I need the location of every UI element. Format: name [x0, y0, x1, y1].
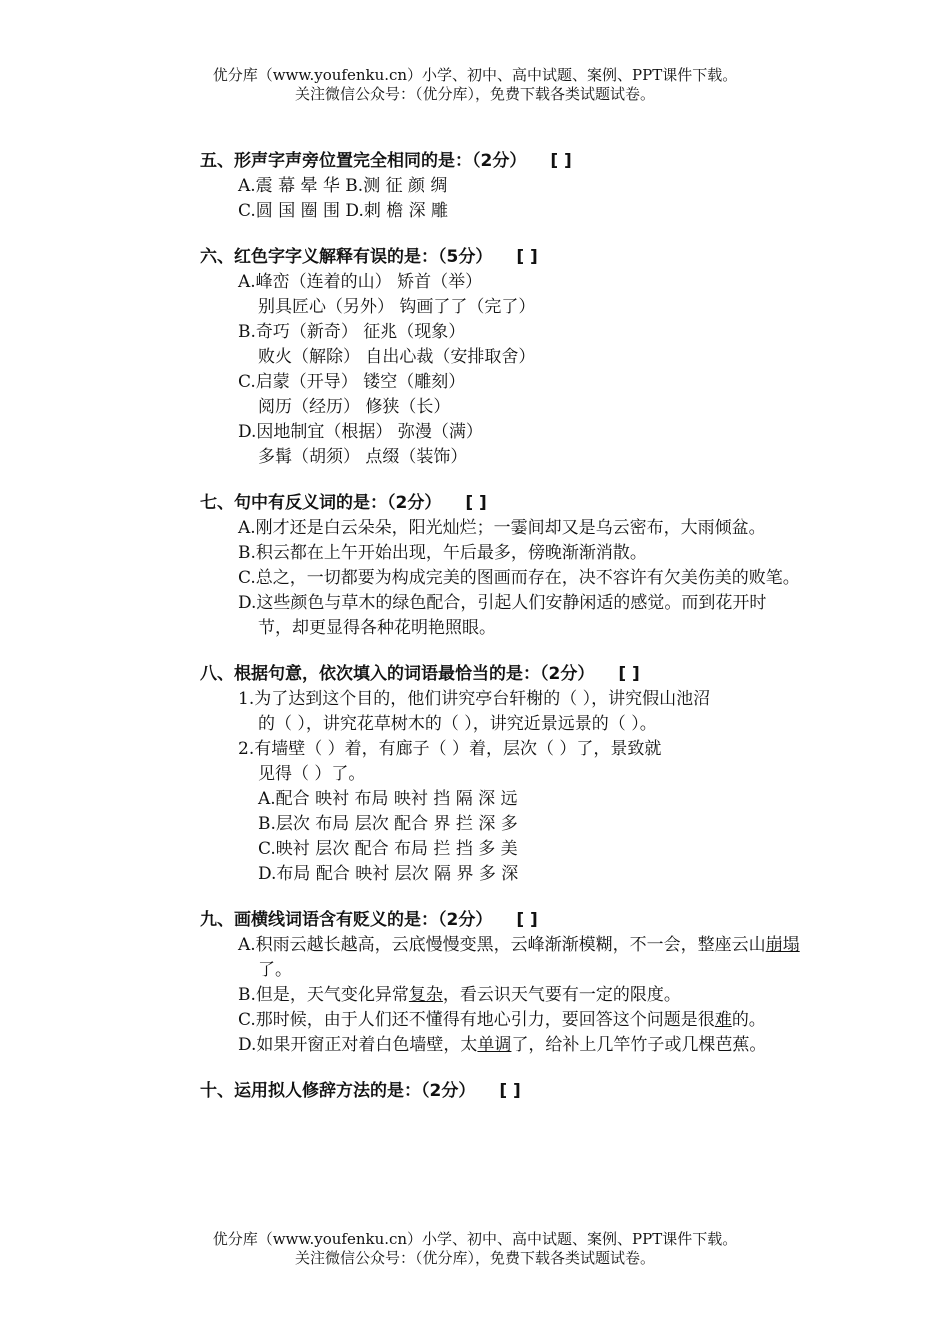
question-title: 五、形声字声旁位置完全相同的是：（2分） [ ] [200, 151, 572, 171]
page-header [0, 66, 950, 104]
question-6 [200, 244, 800, 470]
option-line: 阅历（经历） 修狭（长） [258, 397, 451, 417]
option-line: A.峰峦（连着的山） 矫首（举） [238, 272, 483, 292]
option-d: D.如果开窗正对着白色墙壁，太单调了，给补上几竿竹子或几棵芭蕉。 [238, 1035, 767, 1055]
option-c: C.总之，一切都要为构成完美的图画而存在，决不容许有欠美伤美的败笔。 [238, 568, 800, 588]
header-line-1: 优分库（www.youfenku.cn）小学、初中、高中试题、案例、PPT课件下载。 [212, 66, 738, 84]
question-7 [200, 490, 800, 641]
exam-content [200, 148, 800, 1124]
question-title: 七、句中有反义词的是：（2分） [ ] [200, 493, 487, 513]
sentence-1-cont: 的（ ），讲究花草树木的（ ），讲究近景远景的（ ）。 [258, 714, 657, 734]
option-line: C.映衬 层次 配合 布局 拦 挡 多 美 [258, 839, 518, 859]
option-line: B.层次 布局 层次 配合 界 拦 深 多 [258, 814, 518, 834]
option-line: D.因地制宜（根据） 弥漫（满） [238, 422, 483, 442]
option-a: A.刚才还是白云朵朵，阳光灿烂；一霎间却又是乌云密布，大雨倾盆。 [238, 518, 766, 538]
underlined-word: 复杂 [408, 985, 443, 1005]
option-line: A.配合 映衬 布局 映衬 挡 隔 深 远 [258, 789, 518, 809]
question-9 [200, 907, 800, 1058]
page-footer [0, 1230, 950, 1268]
answer-bracket: [ ] [618, 664, 640, 684]
option-c: C.那时候，由于人们还不懂得有地心引力，要回答这个问题是很难的。 [238, 1010, 766, 1030]
option-b: B.积云都在上午开始出现，午后最多，傍晚渐渐消散。 [238, 543, 647, 563]
question-title: 九、画横线词语含有贬义的是：（2分） [ ] [200, 910, 538, 930]
option-line: B.奇巧（新奇） 征兆（现象） [238, 322, 466, 342]
sentence-2: 2.有墙壁（ ）着，有廊子（ ）着，层次（ ）了，景致就 [238, 739, 662, 759]
question-title: 八、根据句意，依次填入的词语最恰当的是：（2分） [ ] [200, 664, 640, 684]
answer-bracket: [ ] [550, 151, 572, 171]
answer-bracket: [ ] [465, 493, 487, 513]
option-d: D.这些颜色与草木的绿色配合，引起人们安静闲适的感觉。而到花开时节，却更显得各种花明艳照眼。 [238, 593, 767, 638]
option-line: A.震 幕 晕 华 B.测 征 颜 绸 [238, 176, 448, 196]
option-line: D.布局 配合 映衬 层次 隔 界 多 深 [258, 864, 519, 884]
question-5 [200, 148, 800, 224]
option-line: 多髯（胡须） 点缀（装饰） [258, 447, 468, 467]
footer-line-1: 优分库（www.youfenku.cn）小学、初中、高中试题、案例、PPT课件下载。 [212, 1230, 738, 1248]
underlined-word: 单调 [477, 1035, 512, 1055]
option-line: 别具匠心（另外） 钩画了了（完了） [258, 297, 536, 317]
question-title: 十、运用拟人修辞方法的是：（2分） [ ] [200, 1081, 521, 1101]
question-title: 六、红色字字义解释有误的是：（5分） [ ] [200, 247, 538, 267]
underlined-word: 难 [714, 1010, 732, 1030]
underlined-word: 崩塌 [765, 935, 800, 955]
option-line: C.启蒙（开导） 镂空（雕刻） [238, 372, 466, 392]
answer-bracket: [ ] [516, 247, 538, 267]
question-8 [200, 661, 800, 887]
header-line-2: 关注微信公众号：（优分库），免费下载各类试题试卷。 [294, 85, 655, 103]
sentence-2-cont: 见得（ ）了。 [258, 764, 366, 784]
sentence-1: 1.为了达到这个目的，他们讲究亭台轩榭的（ ），讲究假山池沼 [238, 689, 711, 709]
option-b: B.但是，天气变化异常复杂，看云识天气要有一定的限度。 [238, 985, 681, 1005]
option-line: C.圆 国 圈 围 D.刺 檐 深 雕 [238, 201, 449, 221]
question-10 [200, 1078, 800, 1104]
answer-bracket: [ ] [499, 1081, 521, 1101]
footer-line-2: 关注微信公众号：（优分库），免费下载各类试题试卷。 [294, 1249, 655, 1267]
option-a: A.积雨云越长越高，云底慢慢变黑，云峰渐渐模糊，不一会，整座云山崩塌了。 [238, 935, 800, 980]
option-line: 败火（解除） 自出心裁（安排取舍） [258, 347, 536, 367]
answer-bracket: [ ] [516, 910, 538, 930]
